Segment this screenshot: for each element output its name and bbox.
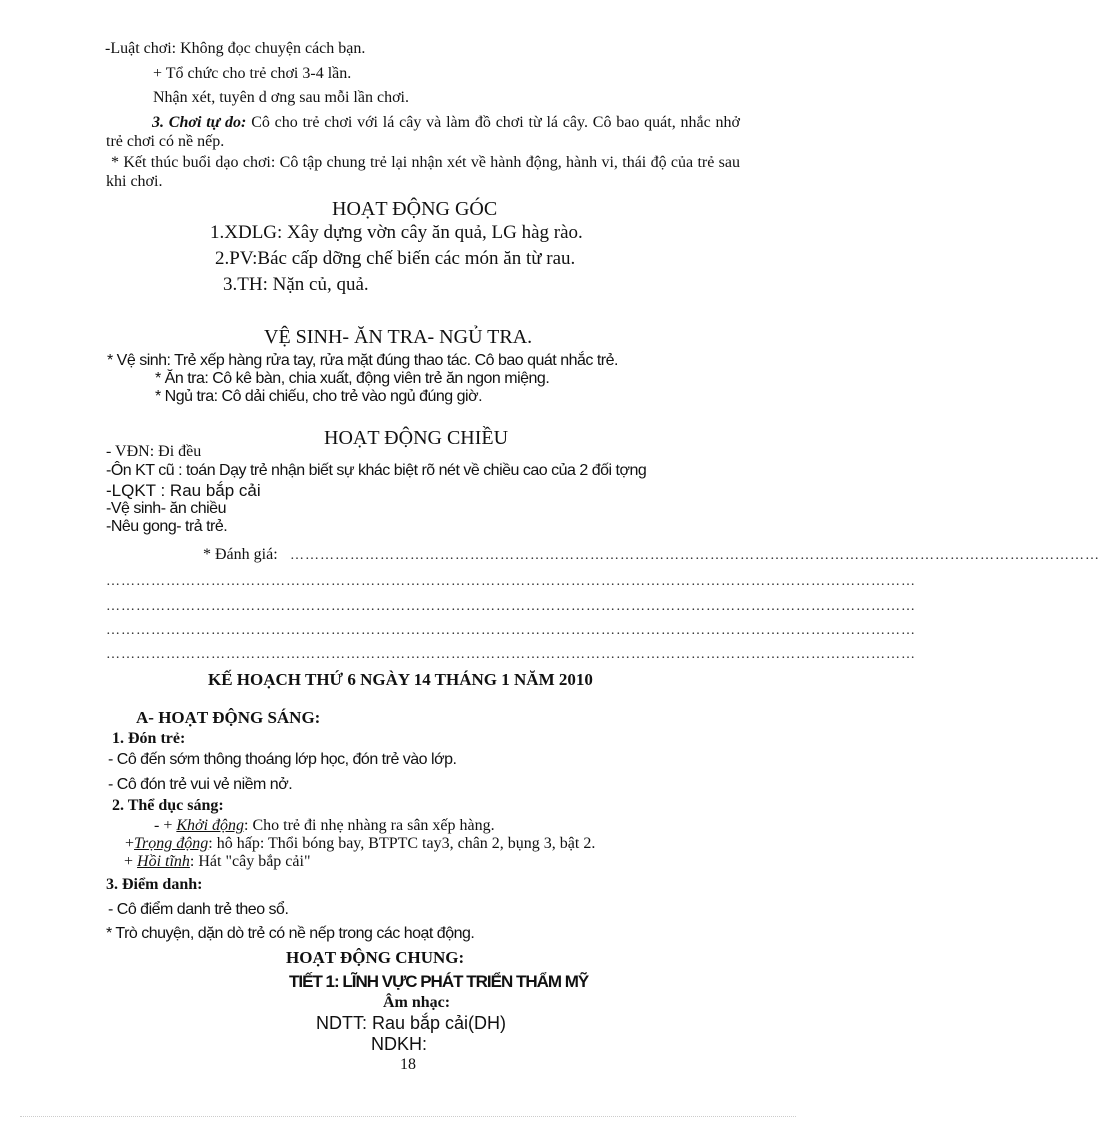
- plan-title: KẾ HOẠCH THỨ 6 NGÀY 14 THÁNG 1 NĂM 2010: [208, 670, 593, 689]
- afternoon-line-3: -LQKT : Rau bắp cải: [106, 481, 261, 500]
- music-heading: Âm nhạc:: [383, 994, 451, 1011]
- cooldown-label: Hồi tĩnh: [137, 853, 190, 870]
- evaluation-dots-5: ………………………………………………………………………………………………………………………………………………: [106, 647, 916, 662]
- exercise-heading: 2. Thể dục sáng:: [112, 797, 224, 814]
- main-label: Trọng động: [134, 835, 209, 852]
- afternoon-line-1: - VĐN: Đi đều: [106, 443, 202, 460]
- afternoon-line-5: -Nêu gong- trả trẻ.: [106, 518, 228, 535]
- evaluation-label: * Đánh giá:: [203, 546, 278, 563]
- main-exercise-line: [125, 835, 595, 853]
- common-heading: HOẠT ĐỘNG CHUNG:: [286, 948, 465, 967]
- rollcall-heading: 3. Điểm danh:: [106, 876, 203, 893]
- main-prefix: +: [125, 835, 135, 852]
- evaluation-dots-1: ………………………………………………………………………………………………………………………………………………: [290, 548, 1100, 563]
- hygiene-line-3: * Ngủ tra: Cô dải chiếu, cho trẻ vào ngủ đúng giờ.: [155, 388, 483, 405]
- hygiene-line-2: * Ăn tra: Cô kê bàn, chia xuất, động viên trẻ ăn ngon miệng.: [155, 370, 550, 387]
- comment-line: Nhận xét, tuyên d ơng sau mỗi lần chơi.: [153, 89, 409, 106]
- afternoon-heading: HOẠT ĐỘNG CHIỀU: [324, 427, 509, 449]
- cooldown-line: [124, 853, 310, 871]
- morning-heading: A- HOẠT ĐỘNG SÁNG:: [136, 708, 321, 727]
- warmup-text: : Cho trẻ đi nhẹ nhàng ra sân xếp hàng.: [244, 817, 495, 834]
- hygiene-heading: VỆ SINH- ĂN TRA- NGỦ TRA.: [264, 326, 533, 348]
- corner-heading: HOẠT ĐỘNG GÓC: [332, 198, 498, 220]
- corner-item-2: 2.PV:Bác cấp dỡng chế biến các món ăn từ rau.: [215, 248, 576, 269]
- evaluation-dots-2: ………………………………………………………………………………………………………………………………………………: [106, 574, 916, 589]
- organize-line: + Tổ chức cho trẻ chơi 3-4 lần.: [153, 65, 352, 82]
- free-play-text: Cô cho trẻ chơi với lá cây và làm đồ chơi từ lá cây. Cô bao quát, nhắc nhở trẻ chơi có nề nếp.: [106, 114, 740, 150]
- evaluation-dots-3: ………………………………………………………………………………………………………………………………………………: [106, 599, 916, 614]
- free-play-paragraph: [106, 113, 740, 151]
- page-number: 18: [400, 1056, 416, 1073]
- end-walk-paragraph: * Kết thúc buổi dạo chơi: Cô tập chung trẻ lại nhận xét về hành động, hành vi, thái độ của trẻ sau khi chơi.: [106, 154, 740, 190]
- lesson-heading: TIẾT 1: LĨNH VỰC PHÁT TRIỂN THẨM MỸ: [289, 972, 589, 991]
- welcome-heading: 1. Đón trẻ:: [112, 730, 186, 747]
- ndkh-line: NDKH:: [371, 1034, 428, 1054]
- afternoon-line-2: -Ôn KT cũ : toán Dạy trẻ nhận biết sự khác biệt rõ nét về chiều cao của 2 đối tợng: [106, 462, 647, 479]
- warmup-line: [154, 817, 495, 835]
- rule-line: -Luật chơi: Không đọc chuyện cách bạn.: [105, 40, 366, 57]
- ndtt-line: NDTT: Rau bắp cải(DH): [316, 1013, 507, 1033]
- main-text: : hô hấp: Thổi bóng bay, BTPTC tay3, chân 2, bụng 3, bật 2.: [208, 835, 596, 852]
- rollcall-line: - Cô điểm danh trẻ theo sổ.: [108, 901, 289, 918]
- corner-item-3: 3.TH: Nặn củ, quả.: [223, 274, 369, 295]
- warmup-prefix: - +: [154, 817, 177, 834]
- free-play-label: 3. Chơi tự do:: [152, 114, 247, 131]
- welcome-line-2: - Cô đón trẻ vui vẻ niềm nở.: [108, 776, 293, 793]
- corner-item-1: 1.XDLG: Xây dựng vờn cây ăn quả, LG hàg rào.: [210, 222, 583, 243]
- welcome-line-1: - Cô đến sớm thông thoáng lớp học, đón trẻ vào lớp.: [108, 751, 457, 768]
- chat-line: * Trò chuyện, dặn dò trẻ có nề nếp trong các hoạt động.: [106, 925, 475, 942]
- warmup-label: Khởi động: [176, 817, 245, 834]
- evaluation-dots-4: ………………………………………………………………………………………………………………………………………………: [106, 623, 916, 638]
- cooldown-prefix: +: [124, 853, 138, 870]
- hygiene-line-1: * Vệ sinh: Trẻ xếp hàng rửa tay, rửa mặt đúng thao tác. Cô bao quát nhắc trẻ.: [107, 352, 618, 369]
- afternoon-line-4: -Vệ sinh- ăn chiều: [106, 500, 226, 517]
- page-bottom-rule: [20, 1116, 796, 1117]
- cooldown-text: : Hát "cây bắp cải": [189, 853, 311, 870]
